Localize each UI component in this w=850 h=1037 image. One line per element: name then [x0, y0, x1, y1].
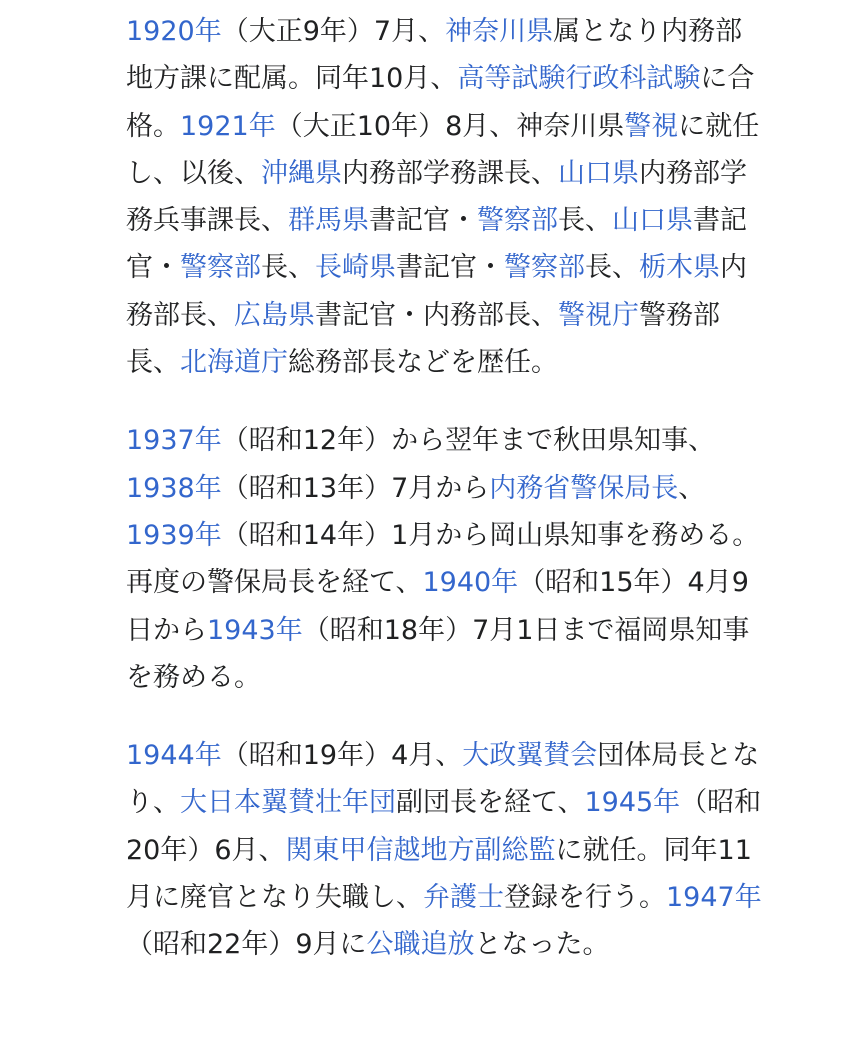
body-text: 副団長を経て、	[396, 787, 585, 819]
paragraph-governorships	[126, 417, 766, 701]
body-text: 属となり内務部地方課に配属。同年10月、	[126, 16, 743, 95]
body-text: 、	[678, 472, 706, 504]
wiki-link[interactable]: 栃木県	[639, 252, 720, 284]
body-text: （昭和13年）7月から	[221, 472, 490, 504]
wiki-link[interactable]: 内務省警保局長	[489, 472, 679, 504]
wiki-link[interactable]: 大日本翼賛壮年団	[180, 787, 396, 819]
wiki-link[interactable]: 山口県	[558, 157, 639, 189]
wiki-link[interactable]: 1940年	[422, 567, 519, 599]
wiki-link[interactable]: 警視庁	[558, 299, 639, 331]
body-text: 登録を行う。	[504, 882, 666, 914]
wiki-link[interactable]: 1944年	[126, 740, 222, 772]
body-text: （昭和15年）4月9日から	[126, 567, 749, 646]
body-text: 書記官・	[396, 252, 504, 284]
body-text: 長、	[585, 252, 639, 284]
body-text: に合格。	[126, 63, 755, 142]
wiki-link[interactable]: 沖縄県	[261, 157, 342, 189]
body-text: 総務部長などを歴任。	[288, 347, 558, 379]
body-text: （昭和18年）7月1日まで福岡県知事を務める。	[126, 614, 750, 693]
wiki-link[interactable]: 1947年	[666, 882, 762, 914]
wiki-link[interactable]: 長崎県	[315, 252, 396, 284]
body-text: に就任し、以後、	[126, 110, 760, 189]
wiki-link[interactable]: 警察部	[504, 252, 585, 284]
body-text: 書記官・	[369, 205, 477, 237]
wiki-link[interactable]: 群馬県	[288, 205, 369, 237]
wiki-link[interactable]: 警視	[624, 110, 679, 142]
wiki-link[interactable]: 1939年	[126, 519, 222, 551]
wiki-link[interactable]: 公職追放	[366, 929, 475, 961]
wiki-link[interactable]: 1938年	[126, 472, 222, 504]
wiki-link[interactable]: 1945年	[584, 787, 681, 819]
body-text: （昭和12年）から翌年まで秋田県知事、	[221, 425, 716, 457]
wiki-link[interactable]: 警察部	[477, 205, 558, 237]
wiki-link[interactable]: 1943年	[207, 614, 303, 646]
body-text: 書記官・内務部長、	[315, 299, 558, 331]
body-text: 警務部長、	[126, 299, 720, 379]
body-text: 長、	[261, 252, 315, 284]
body-text: 書記官・	[126, 205, 747, 284]
wiki-link[interactable]: 北海道庁	[180, 347, 288, 379]
article-body	[126, 8, 766, 969]
wiki-link[interactable]: 1921年	[180, 110, 276, 142]
paragraph-wartime-and-purge	[126, 732, 766, 968]
wiki-link[interactable]: 高等試験行政科試験	[457, 63, 701, 95]
wiki-link[interactable]: 関東甲信越地方副総監	[285, 834, 556, 866]
wiki-link[interactable]: 1920年	[126, 16, 222, 47]
body-text: （昭和22年）9月に	[126, 929, 367, 961]
wiki-link[interactable]: 弁護士	[423, 882, 504, 914]
body-text: （昭和20年）6月、	[126, 787, 762, 866]
body-text: 団体局長となり、	[126, 740, 760, 819]
wiki-link[interactable]: 広島県	[234, 299, 315, 331]
body-text: （大正9年）7月、	[221, 16, 446, 47]
body-text: （昭和19年）4月、	[221, 740, 463, 772]
body-text: 長、	[558, 205, 612, 237]
wiki-link[interactable]: 大政翼賛会	[462, 740, 598, 772]
body-text: に就任。同年11月に廃官となり失職し、	[126, 834, 752, 914]
wiki-link[interactable]: 1937年	[126, 425, 222, 457]
body-text: 内務部学務課長、	[342, 157, 558, 189]
paragraph-career-early	[126, 8, 766, 386]
wiki-link[interactable]: 神奈川県	[445, 16, 554, 47]
body-text: となった。	[474, 929, 610, 961]
wiki-link[interactable]: 警察部	[180, 252, 261, 284]
body-text: 内務部長、	[126, 252, 747, 331]
body-text: 内務部学務兵事課長、	[126, 157, 747, 237]
body-text: （大正10年）8月、神奈川県	[275, 110, 625, 142]
body-text: （昭和14年）1月から岡山県知事を務める。再度の警保局長を経て、	[126, 519, 760, 599]
wiki-link[interactable]: 山口県	[612, 205, 693, 237]
